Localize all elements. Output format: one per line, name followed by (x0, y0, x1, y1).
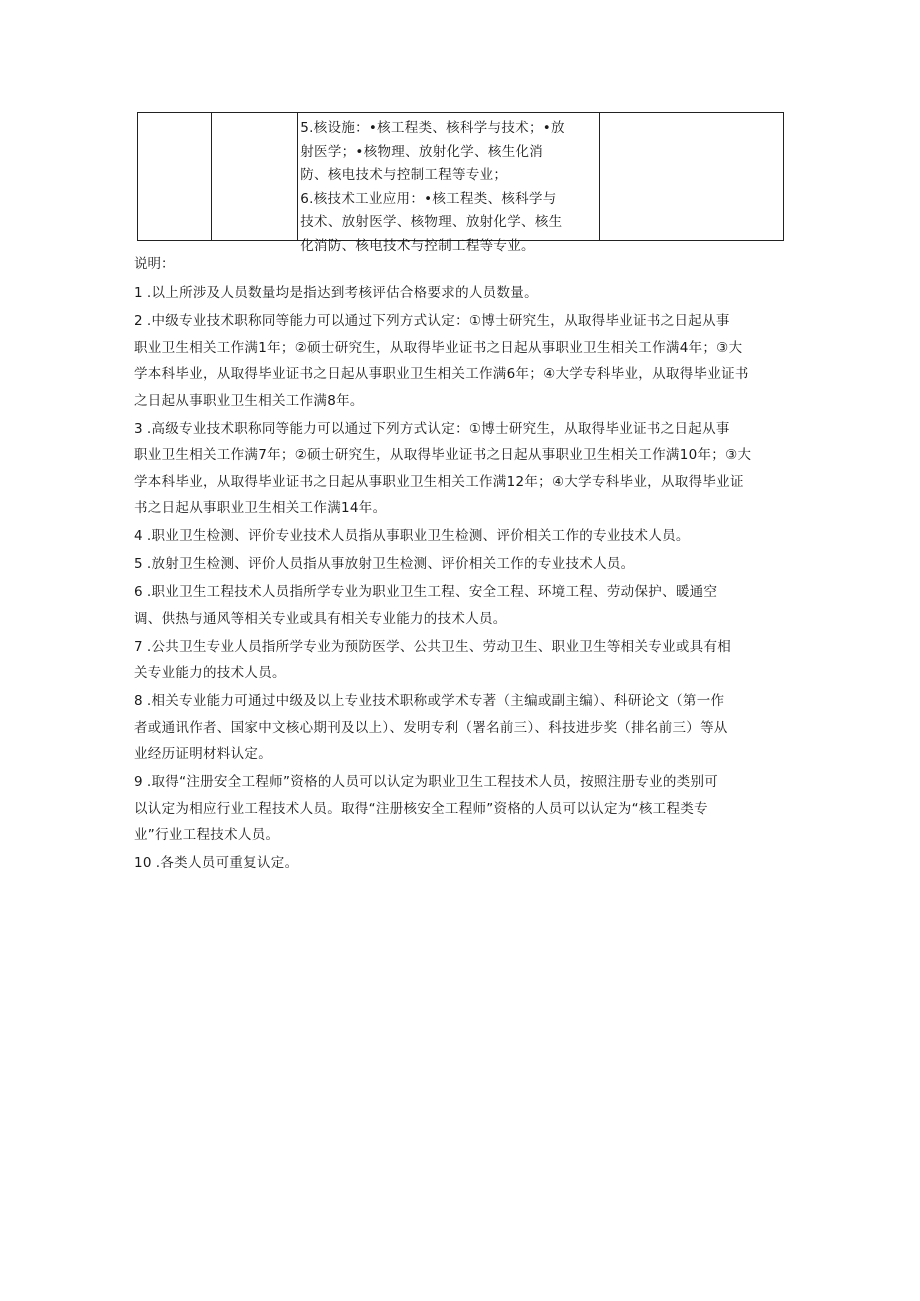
note-text: 业”行业工程技术人员。 (134, 827, 280, 843)
note-text: .公共卫生专业人员指所学专业为预防医学、公共卫生、劳动卫生、职业卫生等相关专业或具有相 (146, 638, 732, 655)
note-text: 业经历证明材料认定。 (134, 746, 272, 762)
note-text: 学本科毕业，从取得毕业证书之日起从事职业卫生相关工作满12年；④大学专科毕业，从取得毕业证 (134, 473, 744, 490)
note-item (134, 416, 834, 522)
note-number: 1 (134, 285, 143, 301)
note-line (134, 335, 834, 362)
note-number: 4 (134, 528, 143, 544)
table-cell-quantity (212, 113, 298, 241)
table-cell-specialties (298, 113, 599, 254)
note-text: .相关专业能力可通过中级及以上专业技术职称或学术专著（主编或副主编）、科研论文（第一作 (146, 693, 725, 709)
note-line (134, 523, 834, 550)
cell-line: 6.核技术工业应用：•核工程类、核科学与 (300, 190, 557, 207)
note-line (134, 416, 834, 443)
table-cell-remarks (599, 113, 783, 241)
note-text: .职业卫生检测、评价专业技术人员指从事职业卫生检测、评价相关工作的专业技术人员。 (146, 528, 690, 544)
note-line (134, 796, 834, 823)
note-line (134, 551, 834, 578)
note-line (134, 822, 834, 849)
note-line (134, 634, 834, 661)
requirements-table (137, 112, 784, 254)
table-row (138, 113, 784, 241)
note-text: 关专业能力的技术人员。 (134, 665, 286, 681)
note-line (134, 715, 834, 742)
note-text: 之日起从事职业卫生相关工作满8年。 (134, 392, 364, 409)
note-item (134, 850, 834, 877)
note-number: 5 (134, 556, 143, 572)
note-number: 6 (134, 584, 143, 600)
note-number: 8 (134, 693, 143, 709)
note-number: 10 (134, 855, 152, 871)
cell-line: 5.核设施：•核工程类、核科学与技术；•放 (300, 120, 565, 136)
note-item (134, 688, 834, 768)
note-line (134, 308, 834, 335)
note-text: .职业卫生工程技术人员指所学专业为职业卫生工程、安全工程、环境工程、劳动保护、暖通空 (146, 584, 718, 600)
note-item (134, 523, 834, 550)
note-number: 2 (134, 313, 143, 329)
table-cell-category (138, 113, 212, 241)
note-text: 者或通讯作者、国家中文核心期刊及以上）、发明专利（署名前三）、科技进步奖（排名前三）等从 (134, 719, 728, 736)
note-line (134, 850, 834, 877)
note-text: 职业卫生相关工作满7年；②硕士研究生，从取得毕业证书之日起从事职业卫生相关工作满10年；③大 (134, 447, 752, 463)
notes-heading: 说明： (134, 256, 175, 272)
note-text: .取得“注册安全工程师”资格的人员可以认定为职业卫生工程技术人员，按照注册专业的类别可 (146, 774, 719, 790)
note-line (134, 495, 834, 522)
cell-line: 技术、放射医学、核物理、放射化学、核生 (300, 214, 563, 230)
note-text: .以上所涉及人员数量均是指达到考核评估合格要求的人员数量。 (146, 285, 538, 301)
note-item (134, 579, 834, 632)
note-text: .中级专业技术职称同等能力可以通过下列方式认定：①博士研究生，从取得毕业证书之日起从事 (146, 313, 730, 329)
note-number: 9 (134, 774, 143, 790)
cell-line: 射医学；•核物理、放射化学、核生化消 (300, 143, 544, 160)
note-line (134, 442, 834, 469)
note-text: 学本科毕业，从取得毕业证书之日起从事职业卫生相关工作满6年；④大学专科毕业，从取得毕业证书 (134, 366, 749, 382)
note-line (134, 606, 834, 633)
note-line (134, 741, 834, 768)
note-line (134, 280, 834, 307)
note-text: .放射卫生检测、评价人员指从事放射卫生检测、评价相关工作的专业技术人员。 (146, 556, 635, 572)
note-line (134, 469, 834, 496)
note-line (134, 660, 834, 687)
note-item (134, 634, 834, 687)
cell-line: 化消防、核电技术与控制工程等专业。 (300, 237, 535, 254)
note-text: .高级专业技术职称同等能力可以通过下列方式认定：①博士研究生，从取得毕业证书之日起从事 (146, 420, 730, 437)
cell-line: 防、核电技术与控制工程等专业； (300, 167, 508, 183)
note-line (134, 388, 834, 415)
note-line (134, 579, 834, 606)
note-text: .各类人员可重复认定。 (155, 855, 299, 871)
note-number: 7 (134, 638, 143, 655)
notes-section (134, 252, 834, 878)
note-number: 3 (134, 420, 143, 437)
note-item (134, 551, 834, 578)
note-text: 以认定为相应行业工程技术人员。取得“注册核安全工程师”资格的人员可以认定为“核工程类专 (134, 800, 708, 817)
note-item (134, 769, 834, 849)
note-text: 书之日起从事职业卫生相关工作满14年。 (134, 500, 387, 516)
note-item (134, 280, 834, 307)
note-text: 调、供热与通风等相关专业或具有相关专业能力的技术人员。 (134, 610, 507, 627)
note-line (134, 361, 834, 388)
note-line (134, 688, 834, 715)
note-text: 职业卫生相关工作满1年；②硕士研究生，从取得毕业证书之日起从事职业卫生相关工作满4年；③大 (134, 339, 743, 356)
note-item (134, 308, 834, 414)
notes-list (134, 280, 834, 877)
note-line (134, 769, 834, 796)
